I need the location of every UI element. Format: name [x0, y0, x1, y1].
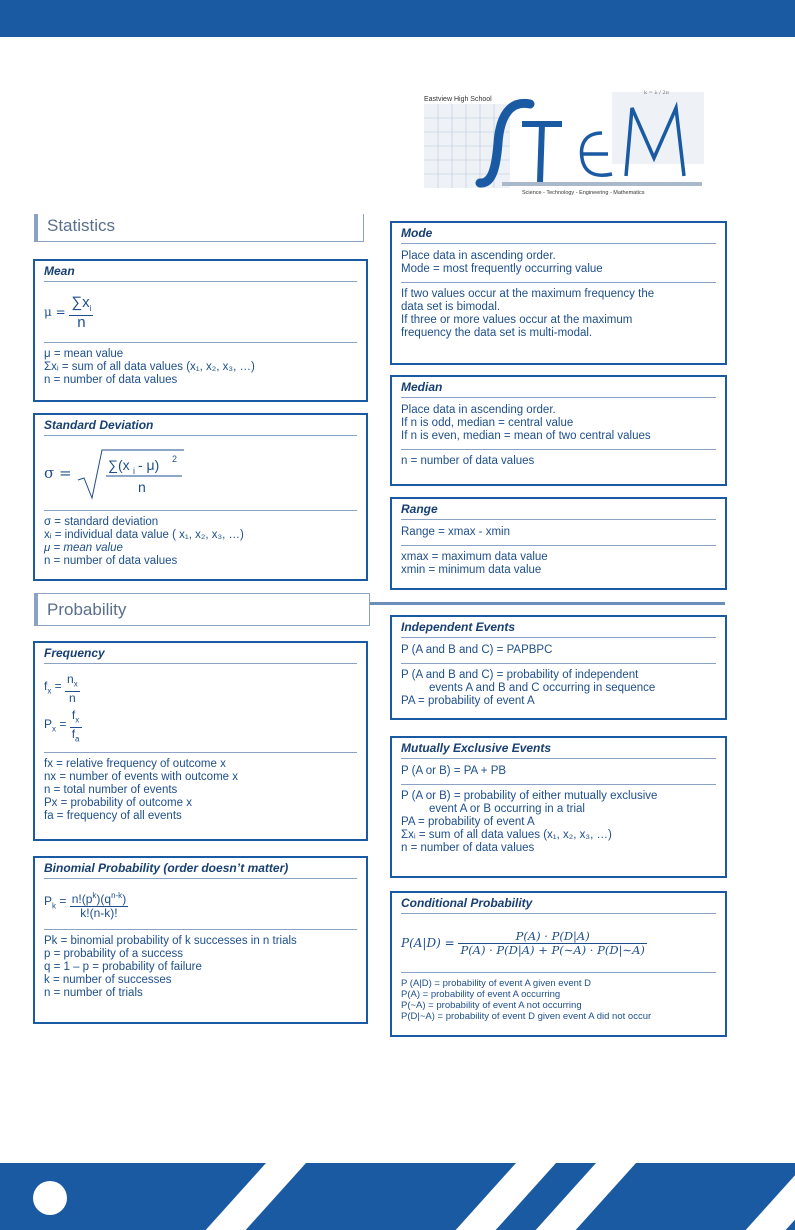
mode-detail: If two values occur at the maximum frequency the	[401, 288, 655, 300]
frequency-line: n = total number of events	[44, 784, 178, 796]
stem-logo-graphic	[422, 88, 712, 200]
conditional-line: P(D|~A) = probability of event D given event A did not occur	[401, 1011, 652, 1022]
mode-line: Mode = most frequently occurring value	[401, 263, 603, 275]
conditional-line: P (A|D) = probability of event A given event D	[401, 978, 592, 989]
mean-line: Σxᵢ = sum of all data values (x₁, x₂, x₃, …)	[44, 361, 255, 373]
frequency-title: Frequency	[44, 647, 357, 664]
std-dev-title: Standard Deviation	[44, 419, 357, 436]
range-title: Range	[401, 503, 716, 520]
conditional-line: P(~A) = probability of event A not occurring	[401, 1000, 582, 1011]
mean-title: Mean	[44, 265, 357, 282]
mean-card	[33, 259, 368, 402]
svg-text:- μ): - μ)	[138, 457, 160, 473]
mutual-line: P (A or B) = probability of either mutually exclusive	[401, 790, 658, 802]
frequency-line: fx = relative frequency of outcome x	[44, 758, 226, 770]
binomial-formula: $P_k$ = $\frac{n!(p^k)(q^{n-k})}{k!(n-k)!}$	[44, 890, 127, 920]
mutually-exclusive-card	[390, 736, 727, 878]
std-dev-line: μ = mean value	[44, 542, 123, 554]
mode-detail: data set is bimodal.	[401, 301, 501, 313]
median-line: If n is even, median = mean of two central values	[401, 430, 651, 442]
sqrt-formula	[76, 446, 186, 500]
statistics-heading: Statistics	[47, 216, 116, 235]
mean-line: μ = mean value	[44, 348, 124, 360]
median-line: Place data in ascending order.	[401, 404, 556, 416]
mean-formula: μ = $\frac{\sum x_i}{n}$	[44, 293, 92, 331]
binomial-line: k = number of successes	[44, 974, 172, 986]
statistics-heading-box	[34, 214, 364, 242]
std-dev-line: xᵢ = individual data value ( x₁, x₂, x₃, …)	[44, 529, 244, 541]
std-dev-line: n = number of data values	[44, 555, 178, 567]
binomial-line: q = 1 – p = probability of failure	[44, 961, 202, 973]
mutual-formula: P (A or B) = PA + PB	[401, 765, 507, 777]
range-card	[390, 497, 727, 590]
binomial-line: p = probability of a success	[44, 948, 184, 960]
frequency-line: fa = frequency of all events	[44, 810, 182, 822]
mode-detail: If three or more values occur at the maximum	[401, 314, 633, 326]
conditional-title: Conditional Probability	[401, 897, 716, 914]
frequency-line: Px = probability of outcome x	[44, 797, 192, 809]
range-line: xmin = minimum data value	[401, 564, 542, 576]
range-formula: Range = xmax - xmin	[401, 526, 510, 538]
mutual-line: n = number of data values	[401, 842, 535, 854]
footer-banner	[0, 1163, 795, 1230]
svg-text:i: i	[133, 466, 136, 476]
mutually-exclusive-title: Mutually Exclusive Events	[401, 742, 716, 759]
independent-line: events A and B and C occurring in sequence	[429, 682, 656, 694]
footer-stripe	[185, 1163, 315, 1230]
independent-events-title: Independent Events	[401, 621, 716, 638]
top-banner	[0, 0, 795, 37]
independent-line: PA = probability of event A	[401, 695, 535, 707]
footer-circle	[33, 1181, 67, 1215]
median-footer: n = number of data values	[401, 455, 535, 467]
median-title: Median	[401, 381, 716, 398]
independent-formula: P (A and B and C) = PAPBPC	[401, 644, 553, 656]
logo-formula: k = λ / 2π	[644, 90, 669, 96]
frequency-formula-px: $P_x$ = $\frac{f_x}{f_a}$	[44, 708, 80, 743]
std-dev-card	[33, 413, 368, 581]
std-dev-formula: σ = ∑(x i - μ) 2 n	[44, 442, 357, 504]
stem-logo	[422, 88, 712, 200]
independent-events-card	[390, 615, 727, 720]
mode-title: Mode	[401, 227, 716, 244]
bayes-formula: P(A|D) = $\frac{P(A) \cdot P(D|A)}{P(A) \cdot P(D|A) + P(\sim A) \cdot P(D|\sim A)}$	[401, 928, 645, 957]
mode-detail: frequency the data set is multi-modal.	[401, 327, 593, 339]
binomial-title: Binomial Probability (order doesn’t matter)	[44, 862, 357, 879]
median-line: If n is odd, median = central value	[401, 417, 574, 429]
footer-stripe	[725, 1163, 795, 1230]
probability-heading-box	[34, 593, 370, 626]
mode-line: Place data in ascending order.	[401, 250, 556, 262]
mutual-line: Σxᵢ = sum of all data values (x₁, x₂, x₃, …)	[401, 829, 612, 841]
svg-text:∑(x: ∑(x	[108, 457, 130, 473]
heading-connector	[370, 602, 725, 605]
school-name: Eastview High School	[424, 96, 492, 103]
binomial-line: Pk = binomial probability of k successes in n trials	[44, 935, 297, 947]
std-dev-line: σ = standard deviation	[44, 516, 159, 528]
mutual-line: PA = probability of event A	[401, 816, 535, 828]
conditional-line: P(A) = probability of event A occurring	[401, 989, 561, 1000]
probability-heading: Probability	[47, 600, 127, 619]
median-card	[390, 375, 727, 486]
stem-tagline: Science - Technology - Engineering - Mathematics	[522, 190, 645, 196]
mode-card	[390, 221, 727, 365]
svg-text:2: 2	[172, 454, 178, 464]
binomial-line: n = number of trials	[44, 987, 143, 999]
range-line: xmax = maximum data value	[401, 551, 548, 563]
svg-text:n: n	[138, 479, 147, 495]
frequency-formula-fx: $f_x$ = $\frac{n_x}{n}$	[44, 672, 78, 705]
frequency-card	[33, 641, 368, 841]
binomial-card	[33, 856, 368, 1024]
conditional-probability-card	[390, 891, 727, 1037]
mutual-line: event A or B occurring in a trial	[429, 803, 585, 815]
independent-line: P (A and B and C) = probability of independent	[401, 669, 639, 681]
frequency-line: nx = number of events with outcome x	[44, 771, 239, 783]
mean-line: n = number of data values	[44, 374, 178, 386]
